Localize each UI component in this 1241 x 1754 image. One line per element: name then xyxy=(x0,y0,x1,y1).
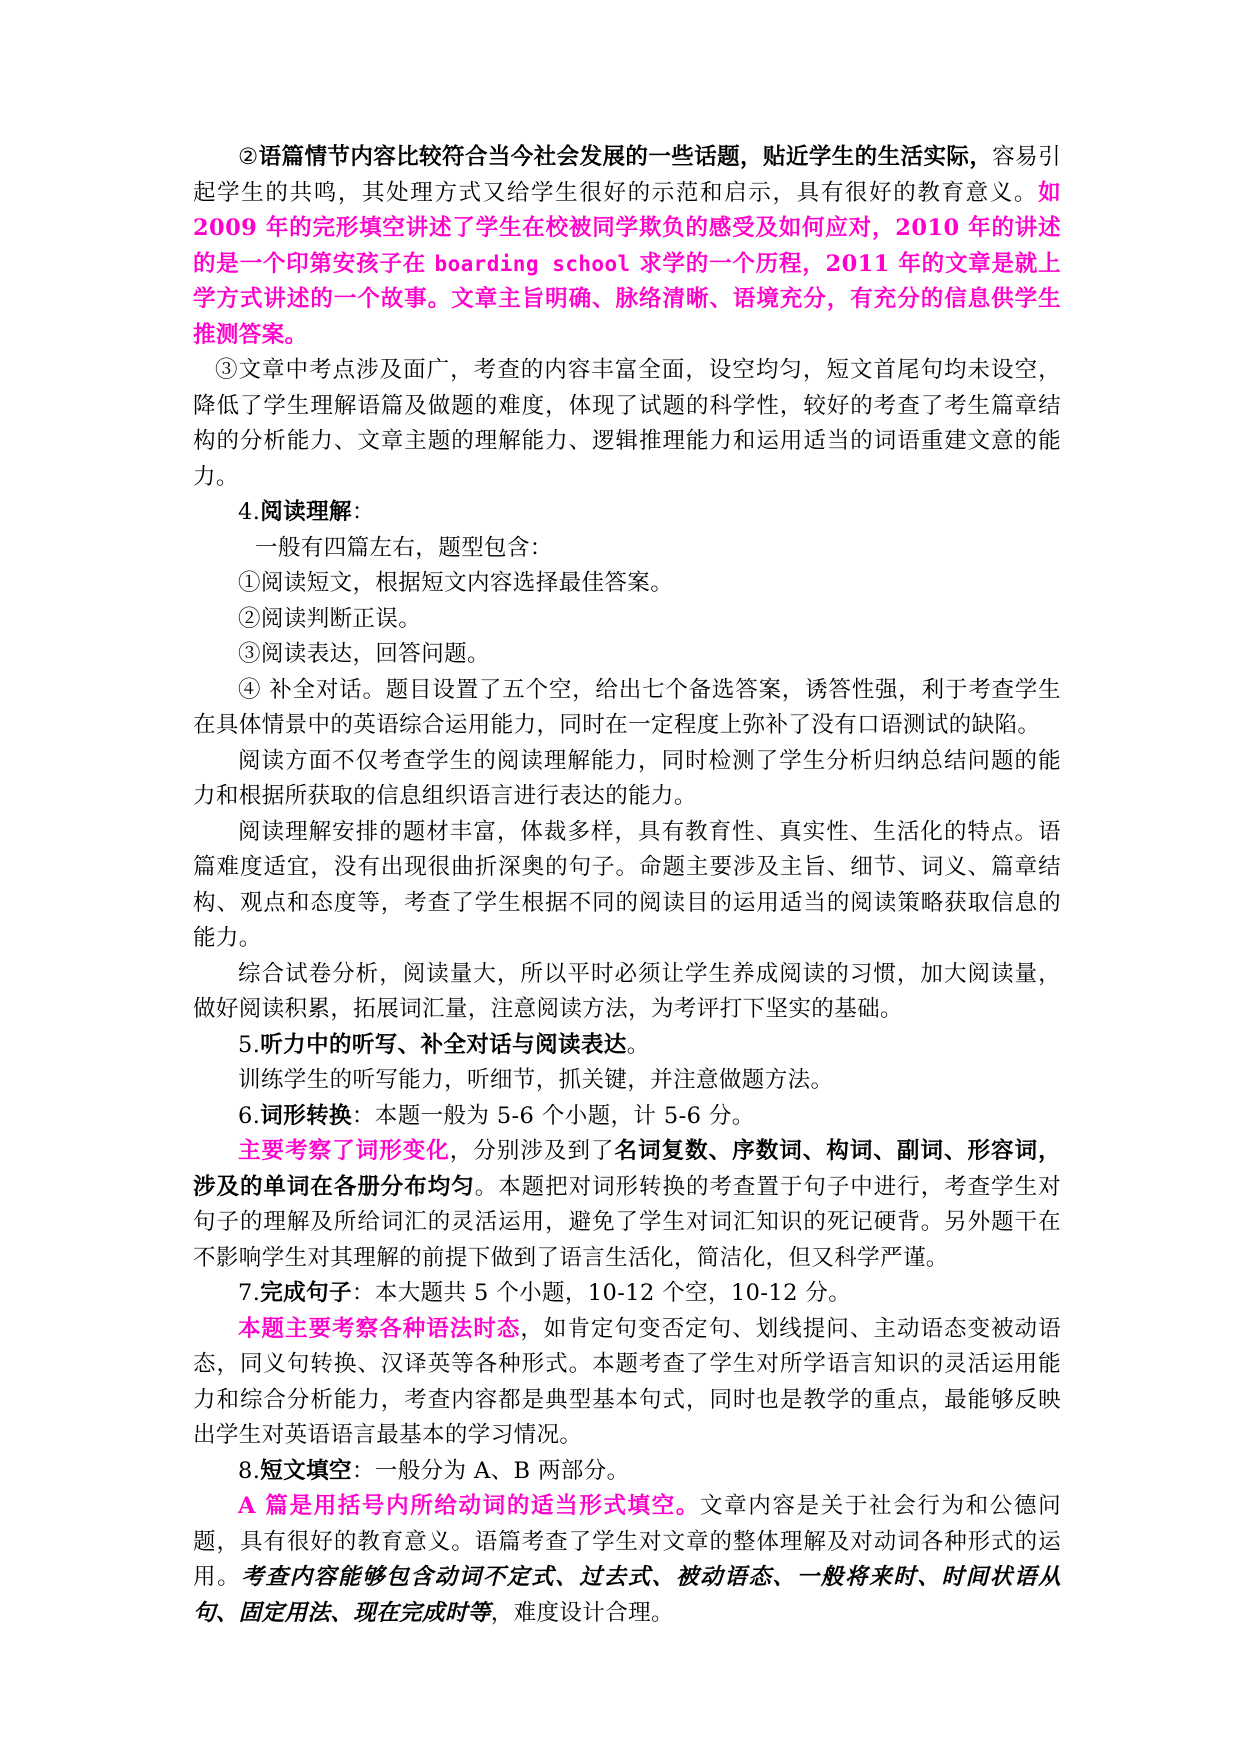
paragraph-cloze xyxy=(193,1489,1061,1631)
document-page xyxy=(193,140,1061,1631)
section-title: 短文填空 xyxy=(260,1457,352,1484)
section-number: 8. xyxy=(238,1457,261,1484)
section-heading-listening xyxy=(193,1028,1061,1064)
body-text: ，难度设计合理。 xyxy=(490,1599,674,1626)
highlight-text: 本题主要考察各种语法时态 xyxy=(238,1315,521,1342)
body-text: ，分别涉及到了 xyxy=(449,1138,615,1164)
paragraph-listening: 训练学生的听写能力，听细节，抓关键，并注意做题方法。 xyxy=(238,1067,834,1093)
section-title: 词形转换 xyxy=(260,1102,352,1129)
body-text: 容易引起学生的共鸣，其处理方式又给学生很好的示范和启示，具有很好的教育意义。 xyxy=(193,144,1062,206)
bold-italic-statement: 考查内容能够包含动词不定式、过去式、被动语态、一般将来时、时间状语从句、固定用法、现在完成时等 xyxy=(193,1564,1061,1626)
section-title: 完成句子 xyxy=(260,1280,352,1306)
highlight-text: 主要考察了词形变化 xyxy=(238,1138,450,1164)
section-heading-sentences xyxy=(193,1276,1061,1312)
section-number: 5. xyxy=(238,1031,261,1058)
section-heading-reading xyxy=(193,495,1061,531)
paragraph-word-forms xyxy=(193,1134,1061,1276)
paragraph-reading-materials: 阅读理解安排的题材丰富，体裁多样，具有教育性、真实性、生活化的特点。语篇难度适宜，没有出现很曲折深奥的句子。命题主要涉及主旨、细节、词义、篇章结构、观点和态度等，考查了学生根据不同的阅读目的运用适当的阅读策略获取信息的能力。 xyxy=(193,818,1061,951)
body-text: 。本题把对词形转换的考查置于句子中进行，考查学生对句子的理解及所给词汇的灵活运用，避免了学生对词汇知识的死记硬背。另外题干在不影响学生对其理解的前提下做到了语言生活化，简洁化，但又科学严谨。 xyxy=(193,1173,1061,1271)
section-number: 6. xyxy=(238,1102,261,1129)
section-colon: ： xyxy=(351,499,375,525)
section-description: ：本题一般为 5-6 个小题，计 5-6 分。 xyxy=(351,1102,755,1129)
section-heading-cloze xyxy=(193,1454,1061,1490)
section-title: 阅读理解 xyxy=(260,499,352,525)
circled-number: ② xyxy=(238,144,259,170)
section-end: 。 xyxy=(626,1031,650,1058)
paragraph-test-points: ③文章中考点涉及面广，考查的内容丰富全面，设空均匀，短文首尾句均未设空，降低了学生理解语篇及做题的难度，体现了试题的科学性，较好的考查了考生篇章结构的分析能力、文章主题的理解能力、逻辑推理能力和运用适当的词语重建文意的能力。 xyxy=(193,357,1061,490)
paragraph-sentences xyxy=(193,1312,1061,1454)
body-text: 文章内容是关于社会行为和公德问题，具有很好的教育意义。语篇考查了学生对文章的整体理解及对动词各种形式的运用。 xyxy=(193,1493,1061,1590)
list-item-reading-2: ②阅读判断正误。 xyxy=(238,605,422,632)
highlight-text: 求学的一个历程，2011 年的文章是就上学方式讲述的一个故事。文章主旨明确、脉络清晰、语境充分，有充分的信息供学生推测答案。 xyxy=(193,250,1061,348)
section-heading-word-forms xyxy=(193,1099,1061,1135)
highlight-english: boarding school xyxy=(434,251,631,276)
highlight-text: 如 2009 年的完形填空讲述了学生在校被同学欺负的感受及如何应对，2010 年的讲述的是一个印第安孩子在 xyxy=(193,179,1061,277)
section-number: 4. xyxy=(238,499,261,525)
bold-statement: 语篇情节内容比较符合当今社会发展的一些话题，贴近学生的生活实际， xyxy=(258,144,993,170)
section-description: ：本大题共 5 个小题，10-12 个空，10-12 分。 xyxy=(351,1280,852,1306)
bold-statement: 名词复数、序数词、构词、副词、形容词，涉及的单词在各册分布均匀 xyxy=(193,1138,1061,1200)
list-item-reading-4: ④ 补全对话。题目设置了五个空，给出七个备选答案，诱答性强，利于考查学生在具体情景中的英语综合运用能力，同时在一定程度上弥补了没有口语测试的缺陷。 xyxy=(193,676,1061,738)
paragraph-question-types: 一般有四篇左右，题型包含： xyxy=(255,534,553,561)
paragraph-reading-ability: 阅读方面不仅考查学生的阅读理解能力，同时检测了学生分析归纳总结问题的能力和根据所获取的信息组织语言进行表达的能力。 xyxy=(193,747,1061,809)
highlight-text: A 篇是用括号内所给动词的适当形式填空。 xyxy=(238,1493,701,1519)
list-item-reading-1: ①阅读短文，根据短文内容选择最佳答案。 xyxy=(238,570,674,596)
section-description: ：一般分为 A、B 两部分。 xyxy=(351,1457,630,1484)
list-item-reading-3: ③阅读表达，回答问题。 xyxy=(238,641,490,667)
section-number: 7. xyxy=(238,1280,261,1306)
section-title: 听力中的听写、补全对话与阅读表达 xyxy=(260,1031,627,1058)
paragraph-reading-summary: 综合试卷分析，阅读量大，所以平时必须让学生养成阅读的习惯，加大阅读量，做好阅读积累，拓展词汇量，注意阅读方法，为考评打下坚实的基础。 xyxy=(193,960,1061,1022)
body-text: ，如肯定句变否定句、划线提问、主动语态变被动语态，同义句转换、汉译英等各种形式。本题考查了学生对所学语言知识的灵活运用能力和综合分析能力，考查内容都是典型基本句式，同时也是教学的重点，最能够反映出学生对英语语言最基本的学习情况。 xyxy=(193,1315,1061,1448)
paragraph-passage-content xyxy=(193,140,1061,353)
